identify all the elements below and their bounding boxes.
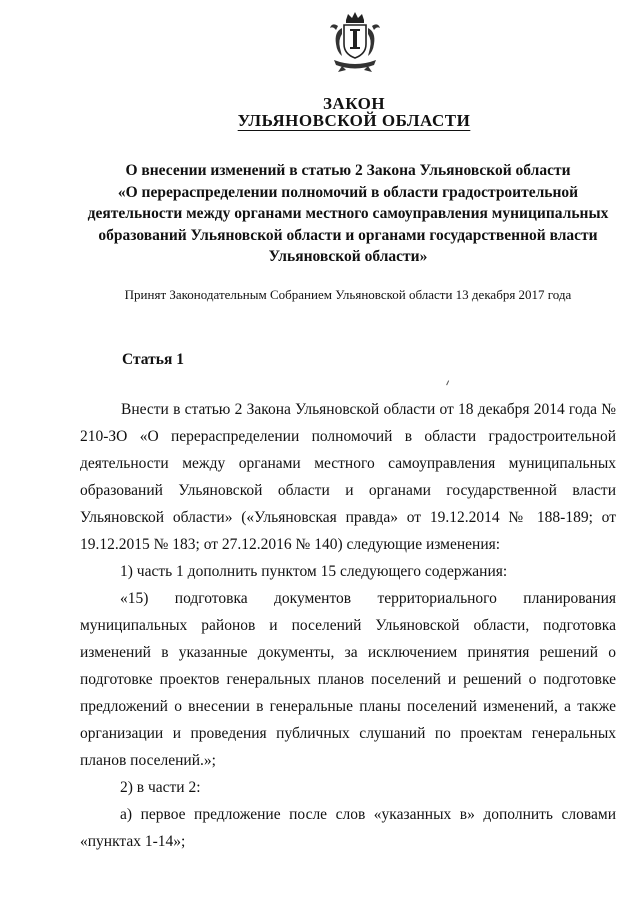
- subject-line: деятельности между органами местного самоуправления муниципальных: [87, 205, 609, 222]
- law-region-title: УЛЬЯНОВСКОЙ ОБЛАСТИ: [237, 111, 471, 130]
- subject-line: Ульяновской области»: [268, 248, 428, 265]
- subject-line: образований Ульяновской области и органами государственной власти: [98, 226, 598, 244]
- list-item-2a: а) первое предложение после слов «указанных в» дополнить словами «пунктах 1-14»;: [80, 806, 616, 850]
- law-subject: [80, 160, 616, 268]
- subject-line: «О перераспределении полномочий в области градостроительной: [117, 183, 579, 201]
- article-intro-paragraph: Внести в статью 2 Закона Ульяновской области от 18 декабря 2014 года № 210-ЗО «О перераспределении полномочий в области градостроительной деятельности между органами местного самоуправления муниципальных образований Ульяновской области и органами государственной власти Ульяновской области» («Ульяновская правда» от 19.12.2014 № 188-189; от 19.12.2015 № 183; от 27.12.2016 № 140) следующие изменения:: [80, 401, 616, 553]
- scan-mark: [446, 380, 452, 386]
- list-item-2: 2) в части 2:: [120, 779, 201, 796]
- subject-line: О внесении изменений в статью 2 Закона Ульяновской области: [125, 162, 571, 179]
- list-item-1-text: «15) подготовка документов территориального планирования муниципальных районов и поселений Ульяновской области, подготовка изменений в указанные документы, за исключением принятия решений о подготовке проектов генеральных планов поселений и решений о подготовке предложений о внесении в генеральные планы поселений изменений, а также организации и проведения публичных слушаний по проектам генеральных планов поселений.»;: [80, 590, 616, 769]
- article-heading: Статья 1: [122, 351, 184, 368]
- adoption-statement: Принят Законодательным Собранием Ульяновской области 13 декабря 2017 года: [124, 287, 572, 302]
- article-body: [80, 396, 616, 855]
- list-item-1: 1) часть 1 дополнить пунктом 15 следующего содержания:: [120, 563, 508, 580]
- law-title: ЗАКОН: [322, 94, 386, 113]
- coat-of-arms-icon: [324, 10, 386, 76]
